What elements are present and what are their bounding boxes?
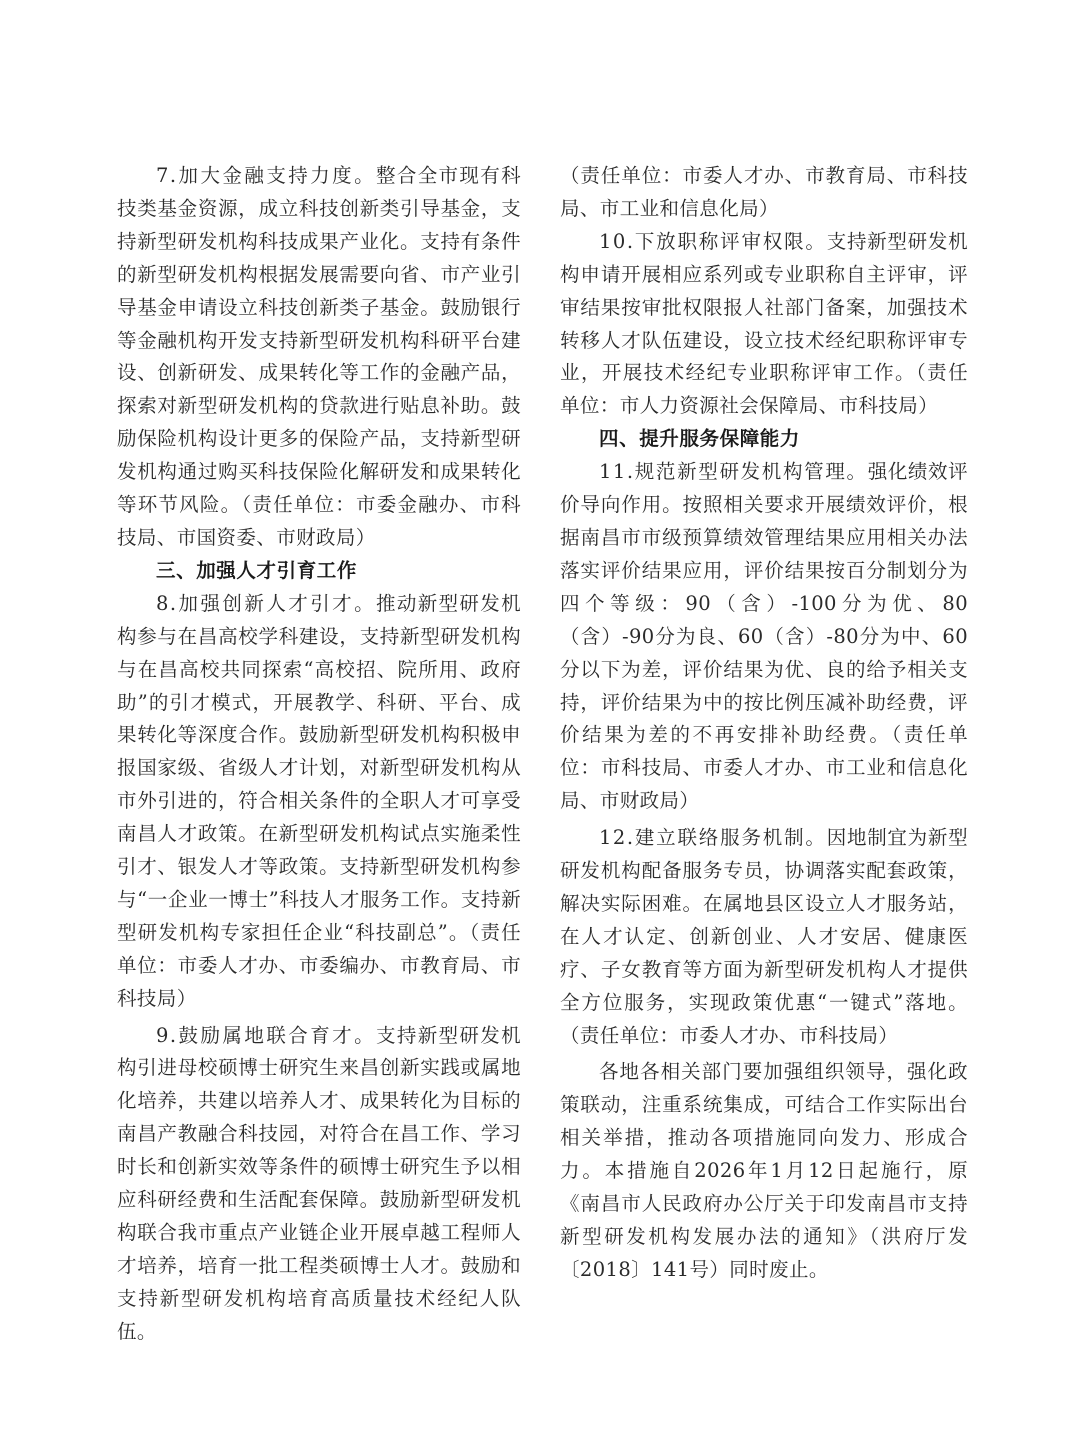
right-column <box>560 160 968 1287</box>
item-7-title: 7.加大金融支持力度。 <box>156 164 377 187</box>
item-10-body: 支持新型研发机构申请开展相应系列或专业职称自主评审，评审结果按审批权限报人社部门备案，加强技术转移人才队伍建设，设立技术经纪职称评审专业，开展技术经纪专业职称评审工作。（责任单位：市人力资源社会保障局、市科技局） <box>560 229 968 418</box>
left-column <box>117 160 521 1349</box>
item-11-body: 强化绩效评价导向作用。按照相关要求开展绩效评价，根据南昌市市级预算绩效管理结果应用相关办法落实评价结果应用，评价结果按百分制划分为四个等级：90（含）-100分为优、80（含）-90分为良、60（含）-80分为中、60分以下为差，评价结果为优、良的给予相关支持，评价结果为中的按比例压减补助经费，评价结果为差的不再安排补助经费。（责任单位：市科技局、市委人才办、市工业和信息化局、市财政局） <box>560 460 968 813</box>
item-11-title: 11.规范新型研发机构管理。 <box>599 460 868 484</box>
item-10-paragraph <box>560 226 968 423</box>
item-9-continued: （责任单位：市委人才办、市教育局、市科技局、市工业和信息化局） <box>560 164 968 220</box>
item-7-paragraph <box>117 160 521 555</box>
item-12-title: 12.建立联络服务机制。 <box>599 826 827 850</box>
item-9-title: 9.鼓励属地联合育才。 <box>156 1023 377 1047</box>
closing-paragraph: 各地各相关部门要加强组织领导，强化政策联动，注重系统集成，可结合工作实际出台相关举措，推动各项措施同向发力、形成合力。本措施自2026年1月12日起施行，原《南昌市人民政府办公厅关于印发南昌市支持新型研发机构发展办法的通知》（洪府厅发〔2018〕141号）同时废止。 <box>560 1060 968 1281</box>
item-8-title: 8.加强创新人才引才。 <box>156 591 377 615</box>
section-4-heading: 四、提升服务保障能力 <box>599 427 801 451</box>
item-10-title: 10.下放职称评审权限。 <box>599 229 827 253</box>
item-11-paragraph <box>560 456 968 818</box>
item-7-body: 整合全市现有科技类基金资源，成立科技创新类引导基金，支持新型研发机构科技成果产业化。支持有条件的新型研发机构根据发展需要向省、市产业引导基金申请设立科技创新类子基金。鼓励银行等金融机构开发支持新型研发机构科研平台建设、创新研发、成果转化等工作的金融产品，探索对新型研发机构的贷款进行贴息补助。鼓励保险机构设计更多的保险产品，支持新型研发机构通过购买科技保险化解研发和成果转化等环节风险。（责任单位：市委金融办、市科技局、市国资委、市财政局） <box>117 164 521 549</box>
section-3-heading: 三、加强人才引育工作 <box>156 558 358 582</box>
item-8-paragraph <box>117 588 521 1016</box>
item-9-body: 支持新型研发机构引进母校硕博士研究生来昌创新实践或属地化培养，共建以培养人才、成果转化为目标的南昌产教融合科技园，对符合在昌工作、学习时长和创新实效等条件的硕博士研究生予以相应科研经费和生活配套保障。鼓励新型研发机构联合我市重点产业链企业开展卓越工程师人才培养，培育一批工程类硕博士人才。鼓励和支持新型研发机构培育高质量技术经纪人队伍。 <box>117 1023 521 1343</box>
item-12-paragraph <box>560 822 968 1052</box>
item-9-paragraph <box>117 1020 521 1349</box>
item-12-body: 因地制宜为新型研发机构配备服务专员，协调落实配套政策，解决实际困难。在属地县区设立人才服务站，在人才认定、创新创业、人才安居、健康医疗、子女教育等方面为新型研发机构人才提供全方位服务，实现政策优惠“一键式”落地。（责任单位：市委人才办、市科技局） <box>560 826 968 1047</box>
item-8-body: 推动新型研发机构参与在昌高校学科建设，支持新型研发机构与在昌高校共同探索“高校招、院所用、政府助”的引才模式，开展教学、科研、平台、成果转化等深度合作。鼓励新型研发机构积极申报国家级、省级人才计划，对新型研发机构从市外引进的，符合相关条件的全职人才可享受南昌人才政策。在新型研发机构试点实施柔性引才、银发人才等政策。支持新型研发机构参与“一企业一博士”科技人才服务工作。支持新型研发机构专家担任企业“科技副总”。（责任单位：市委人才办、市委编办、市教育局、市科技局） <box>117 591 521 1010</box>
